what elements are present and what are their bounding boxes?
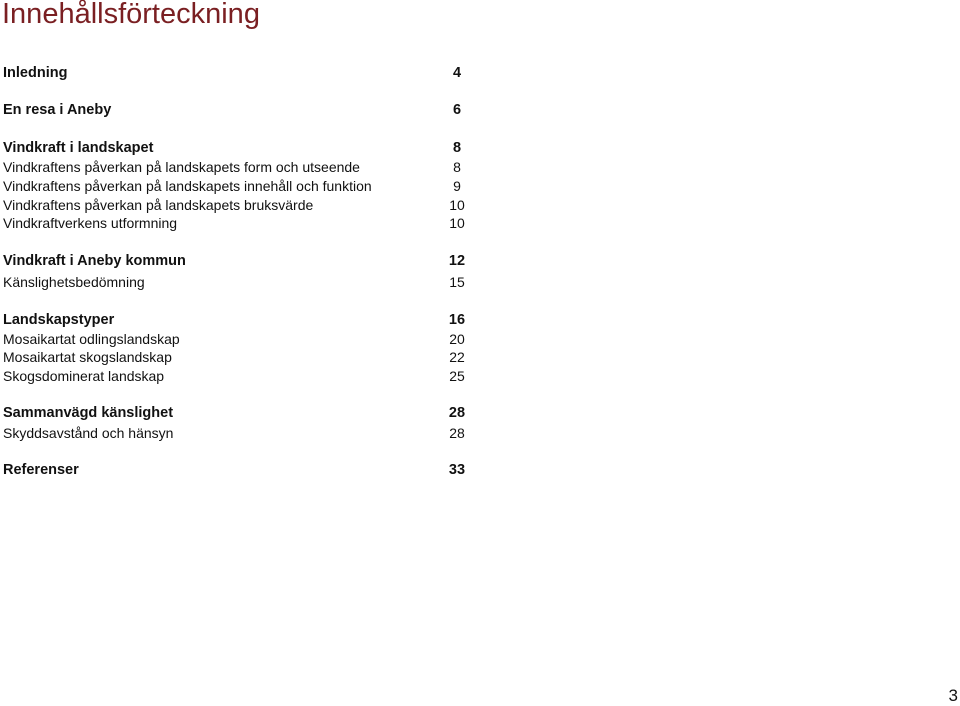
toc-entry-label: Vindkraftens påverkan på landskapets bruksvärde (3, 197, 314, 213)
toc-entry[interactable] (3, 101, 473, 120)
toc-entry-label: Vindkraftverkens utformning (3, 215, 178, 231)
toc-entry-page: 33 (448, 462, 466, 478)
toc-entry-page: 12 (448, 253, 466, 269)
page-title: Innehållsförteckning (2, 0, 260, 30)
toc-entry-page: 15 (449, 274, 465, 290)
toc-entry[interactable] (3, 424, 473, 443)
toc-entry[interactable] (3, 348, 473, 367)
toc-entry[interactable] (3, 252, 473, 271)
toc-entry-label: Mosaikartat odlingslandskap (3, 331, 180, 347)
toc-entry-page: 28 (448, 405, 466, 421)
toc-entry-page: 4 (452, 65, 462, 81)
toc-entry-page: 16 (448, 312, 466, 328)
toc-entry-label: Inledning (3, 65, 68, 81)
toc-entry[interactable] (3, 367, 473, 386)
toc-entry-page: 20 (449, 331, 465, 347)
toc-entry-label: Vindkraftens påverkan på landskapets form och utseende (3, 159, 360, 175)
toc-entry-label: Sammanvägd känslighet (3, 405, 174, 421)
toc-entry-page: 6 (452, 102, 462, 118)
toc-entry-label: En resa i Aneby (3, 102, 112, 118)
page-number: 3 (948, 686, 958, 705)
toc-entry[interactable] (3, 196, 473, 215)
toc-entry[interactable] (3, 273, 473, 292)
toc-entry[interactable] (3, 64, 473, 83)
toc-entry[interactable] (3, 214, 473, 233)
toc-entry-label: Vindkraftens påverkan på landskapets innehåll och funktion (3, 178, 372, 194)
toc-entry-page: 28 (449, 425, 465, 441)
toc-entry-label: Skogsdominerat landskap (3, 368, 165, 384)
toc-entry[interactable] (3, 177, 473, 196)
toc-entry-page: 10 (449, 197, 465, 213)
toc-entry-label: Vindkraft i Aneby kommun (3, 253, 186, 269)
toc-entry[interactable] (3, 330, 473, 349)
toc-entry-page: 8 (452, 140, 462, 156)
toc-entry-page: 9 (453, 178, 461, 194)
toc-entry[interactable] (3, 461, 473, 480)
toc-entry[interactable] (3, 139, 473, 158)
toc-entry[interactable] (3, 311, 473, 330)
toc-entry-label: Vindkraft i landskapet (3, 140, 154, 156)
toc-entry-page: 25 (449, 368, 465, 384)
toc-entry-page: 8 (453, 159, 461, 175)
toc-entry[interactable] (3, 158, 473, 177)
toc-entry-label: Landskapstyper (3, 312, 115, 328)
toc-entry-label: Referenser (3, 462, 79, 478)
toc-entry-page: 10 (449, 215, 465, 231)
toc-entry-label: Mosaikartat skogslandskap (3, 349, 172, 365)
toc-entry-page: 22 (449, 349, 465, 365)
toc-entry-label: Känslighetsbedömning (3, 274, 145, 290)
toc-entry[interactable] (3, 404, 473, 423)
toc-entry-label: Skyddsavstånd och hänsyn (3, 425, 174, 441)
